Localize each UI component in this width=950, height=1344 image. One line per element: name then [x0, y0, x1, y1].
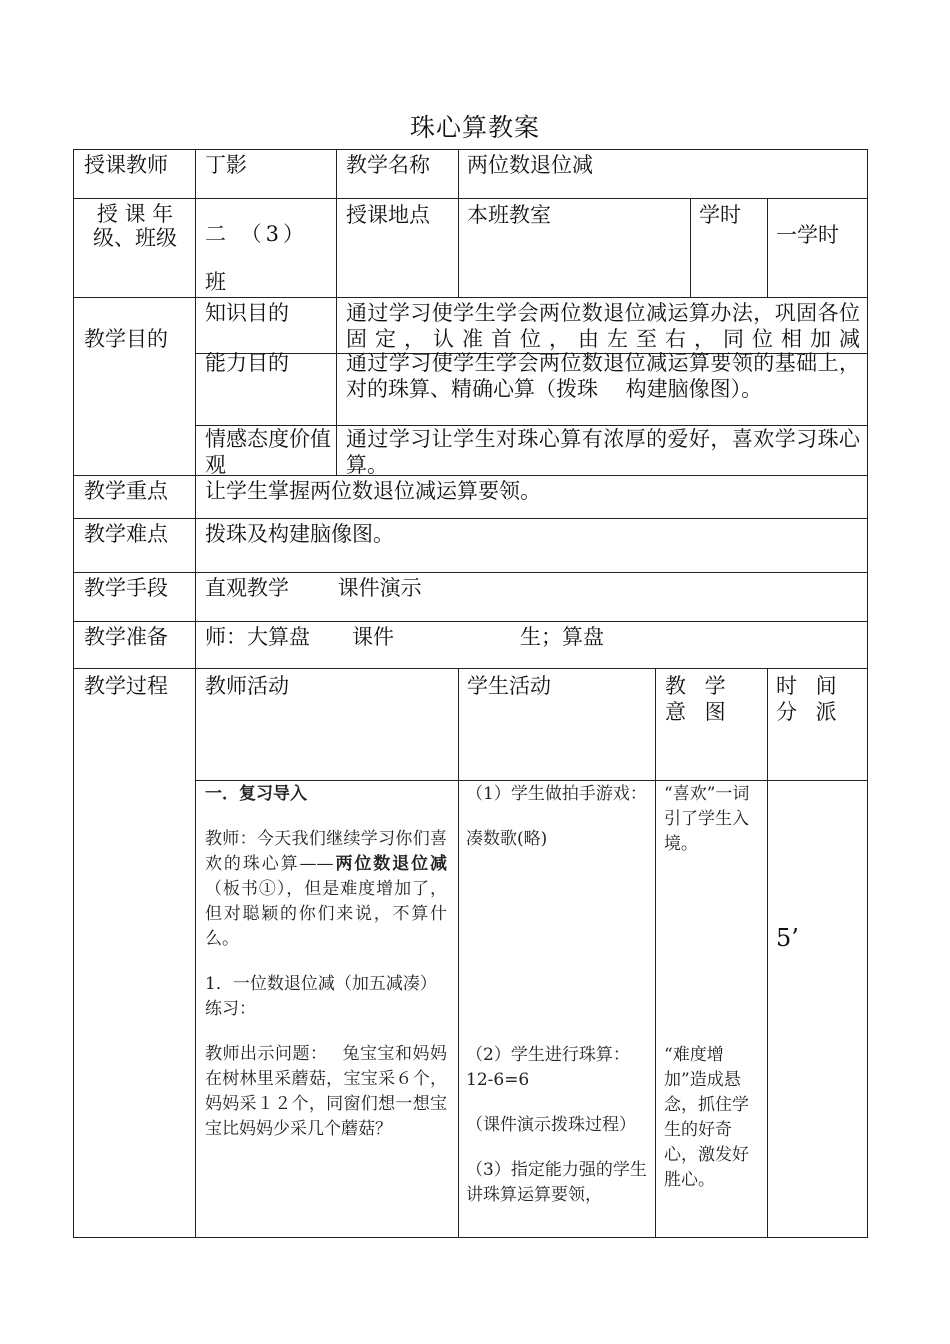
page-title: 珠心算教案: [409, 113, 540, 142]
place-label: 授课地点: [346, 203, 430, 227]
process-label: 教学过程: [84, 674, 168, 698]
student-item-5: （3）指定能力强的学生讲珠算运算要领，: [466, 1160, 647, 1205]
teacher-paragraph-2: 1．一位数退位减（加五减凑）练习：: [205, 974, 437, 1019]
teacher-paragraph-3: 教师出示问题： 兔宝宝和妈妈在树林里采蘑菇，宝宝采６个，妈妈采１２个，同窗们想一想宝宝比妈妈少采几个蘑菇？: [205, 1044, 447, 1139]
goals-label: 教学目的: [84, 327, 168, 351]
col-student-activity: 学生活动: [467, 674, 551, 698]
place-value: 本班教室: [467, 203, 551, 227]
ability-label: 能力目的: [205, 351, 289, 375]
col-teacher-activity: 教师活动: [205, 674, 289, 698]
means-text: 直观教学 课件演示: [205, 576, 422, 600]
prep-text: 师：大算盘 课件 生；算盘: [205, 625, 604, 649]
time-allocation-value: 5’: [776, 924, 799, 952]
teacher-name: 丁影: [205, 153, 247, 177]
teacher-label: 授课教师: [84, 153, 168, 177]
col-teaching-intent: 教 学 意 图: [665, 674, 732, 724]
intent-item-1: “喜欢”一词引了学生入境。: [664, 784, 750, 854]
emotion-text: 通过学习让学生对珠心算有浓厚的爱好，喜欢学习珠心算。: [346, 427, 860, 477]
student-activity-content-2: [466, 1043, 650, 1208]
teacher-activity-content: [205, 782, 447, 1142]
hours-label: 学时: [699, 203, 741, 227]
key-text: 让学生掌握两位数退位减运算要领。: [205, 479, 541, 503]
knowledge-label: 知识目的: [205, 301, 289, 325]
student-item-3: （2）学生进行珠算：12-6=6: [466, 1045, 630, 1090]
student-item-4: （课件演示拨珠过程）: [466, 1115, 636, 1135]
teacher-paragraph-1: 教师：今天我们继续学习你们喜欢的珠心算——两位数退位减（板书①），但是难度增加了，但对聪颖的你们来说，不算什么。: [205, 829, 448, 949]
difficulty-text: 拨珠及构建脑像图。: [205, 522, 394, 546]
difficulty-label: 教学难点: [84, 522, 168, 546]
section-title: 一．复习导入: [205, 784, 307, 804]
course-label: 教学名称: [346, 153, 430, 177]
grade-value: 二 （3） 班: [205, 222, 309, 294]
col-time-allocation: 时 间 分 派: [776, 674, 843, 724]
student-item-2: 凑数歌(略): [466, 829, 548, 849]
course-name: 两位数退位减: [467, 153, 593, 177]
key-label: 教学重点: [84, 479, 168, 503]
grade-label: 授 课 年级、班级: [93, 202, 177, 250]
intent-item-2: “难度增加”造成悬念，抓住学生的好奇心，激发好胜心。: [664, 1045, 749, 1190]
student-item-1: （1）学生做拍手游戏：: [466, 784, 647, 804]
knowledge-text: 通过学习使学生学会两位数退位减运算办法，巩固各位固定，认准首位，由左至右，同位相加减: [346, 301, 860, 351]
ability-text: 通过学习使学生学会两位数退位减运算要领的基础上，对的珠算、精确心算（拨珠 构建脑像图）。: [346, 351, 860, 401]
prep-label: 教学准备: [84, 625, 168, 649]
student-activity-content: [466, 782, 650, 852]
emotion-label: 情感态度价值观: [205, 427, 331, 477]
hours-value: 一学时: [776, 223, 839, 247]
means-label: 教学手段: [84, 576, 168, 600]
